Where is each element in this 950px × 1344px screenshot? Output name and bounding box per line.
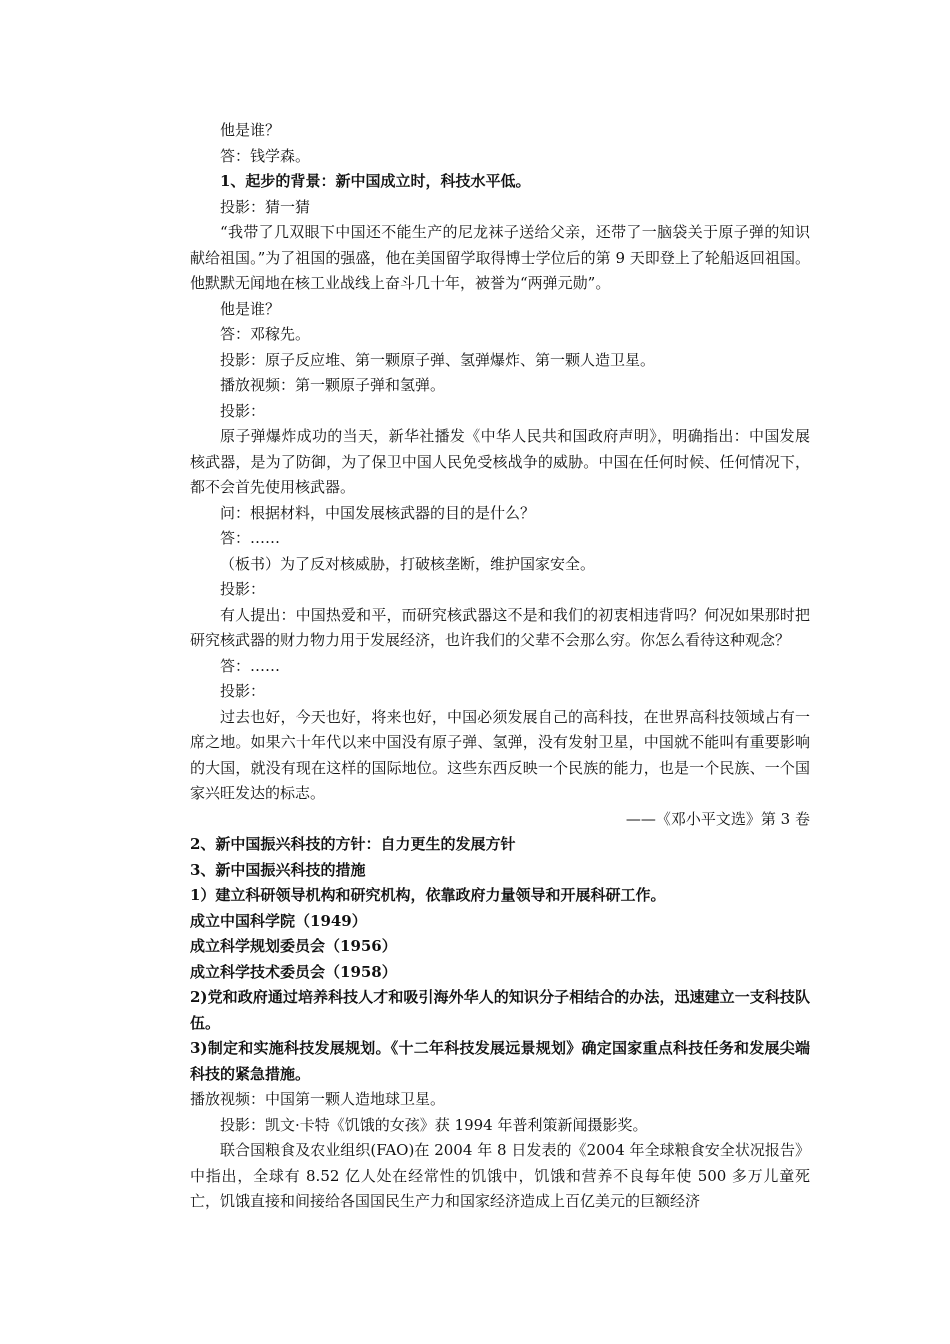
section-heading: 2、新中国振兴科技的方针：自力更生的发展方针	[190, 835, 516, 853]
paragraph: 联合国粮食及农业组织(FAO)在 2004 年 8 日发表的《2004 年全球粮食安全状况报告》中指出，全球有 8.52 亿人处在经常性的饥饿中，饥饿和营养不良每年使 500 多万儿童死亡，饥饿直接和间接给各国国民生产力和国家经济造成上百亿美元的巨额经济	[190, 1141, 810, 1210]
paragraph: 投影：原子反应堆、第一颗原子弹、氢弹爆炸、第一颗人造卫星。	[220, 350, 656, 369]
paragraph: 投影：	[220, 401, 266, 420]
quote-paragraph: 过去也好，今天也好，将来也好，中国必须发展自己的高科技，在世界高科技领域占有一席之地。如果六十年代以来中国没有原子弹、氢弹，没有发射卫星，中国就不能叫有重要影响的大国，就没有现在这样的国际地位。这些东西反映一个民族的能力，也是一个民族、一个国家兴旺发达的标志。	[190, 707, 810, 802]
quote-source: ——《邓小平文选》第 3 卷	[625, 809, 810, 828]
paragraph: 答：邓稼先。	[220, 325, 311, 343]
paragraph: 答：……	[220, 656, 281, 675]
paragraph: 播放视频：中国第一颗人造地球卫星。	[190, 1090, 446, 1108]
paragraph: 播放视频：第一颗原子弹和氢弹。	[220, 376, 446, 394]
paragraph: 投影：凯文·卡特《饥饿的女孩》获 1994 年普利策新闻摄影奖。	[220, 1115, 648, 1134]
paragraph: 答：钱学森。	[220, 146, 311, 165]
paragraph: 问：根据材料，中国发展核武器的目的是什么？	[220, 503, 536, 522]
list-item: 3)制定和实施科技发展规划。《十二年科技发展远景规划》确定国家重点科技任务和发展尖端科技的紧急措施。	[190, 1039, 810, 1083]
section-heading: 3、新中国振兴科技的措施	[190, 860, 366, 879]
document-body	[190, 118, 810, 1215]
paragraph: 他是谁？	[220, 299, 281, 318]
paragraph: “我带了几双眼下中国还不能生产的尼龙袜子送给父亲，还带了一脑袋关于原子弹的知识献给祖国。”为了祖国的强盛，他在美国留学取得博士学位后的第 9 天即登上了轮船返回祖国。他默默无闻地在核工业战线上奋斗几十年，被誉为“两弹元勋”。	[190, 223, 810, 292]
paragraph: 有人提出：中国热爱和平，而研究核武器这不是和我们的初衷相违背吗？何况如果那时把研究核武器的财力物力用于发展经济，也许我们的父辈不会那么穷。你怎么看待这种观念？	[190, 605, 810, 649]
paragraph: 原子弹爆炸成功的当天，新华社播发《中华人民共和国政府声明》，明确指出：中国发展核武器，是为了防御，为了保卫中国人民免受核战争的威胁。中国在任何时候、任何情况下，都不会首先使用核武器。	[190, 427, 810, 496]
paragraph: （板书）为了反对核威胁，打破核垄断，维护国家安全。	[220, 554, 596, 573]
paragraph: 他是谁？	[220, 121, 281, 139]
paragraph: 投影：	[220, 682, 266, 700]
list-item: 成立科学技术委员会（1958）	[190, 962, 397, 981]
list-item: 1）建立科研领导机构和研究机构，依靠政府力量领导和开展科研工作。	[190, 886, 666, 904]
paragraph: 投影：	[220, 580, 266, 598]
paragraph: 投影：猜一猜	[220, 197, 311, 216]
list-item: 成立中国科学院（1949）	[190, 911, 367, 930]
paragraph: 答：……	[220, 529, 281, 547]
section-heading: 1、起步的背景：新中国成立时，科技水平低。	[220, 172, 531, 190]
list-item: 2)党和政府通过培养科技人才和吸引海外华人的知识分子相结合的办法，迅速建立一支科技队伍。	[190, 988, 810, 1032]
list-item: 成立科学规划委员会（1956）	[190, 937, 397, 955]
